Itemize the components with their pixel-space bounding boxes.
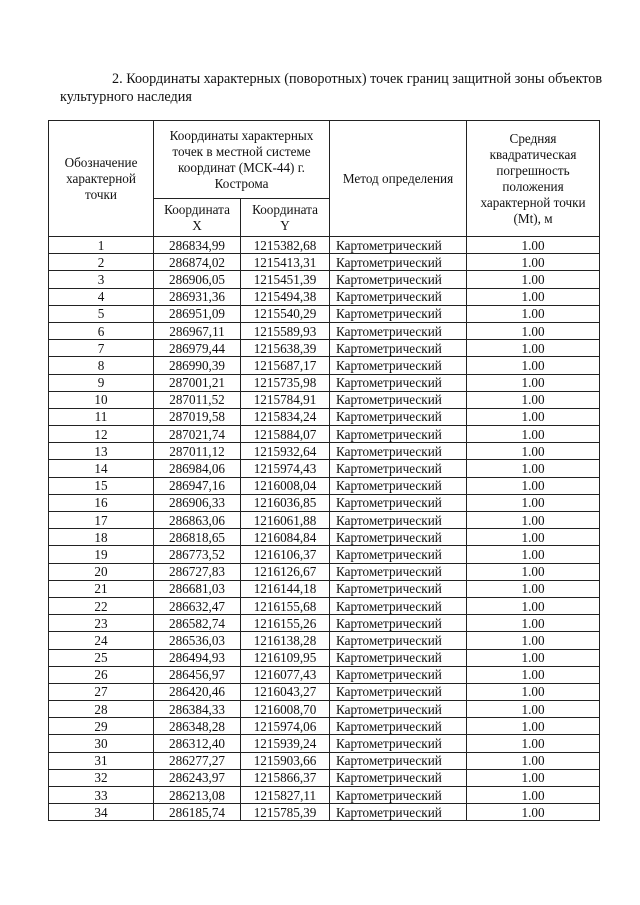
coord-y-cell: 1215932,64 — [241, 443, 330, 460]
coord-y-cell: 1215866,37 — [241, 769, 330, 786]
header-method: Метод определения — [330, 121, 467, 237]
point-number-cell: 29 — [49, 718, 154, 735]
error-cell: 1.00 — [467, 701, 600, 718]
error-cell: 1.00 — [467, 254, 600, 271]
error-cell: 1.00 — [467, 615, 600, 632]
coord-y-cell: 1215540,29 — [241, 305, 330, 322]
error-cell: 1.00 — [467, 237, 600, 254]
error-cell: 1.00 — [467, 546, 600, 563]
point-number-cell: 14 — [49, 460, 154, 477]
error-cell: 1.00 — [467, 769, 600, 786]
point-number-cell: 33 — [49, 787, 154, 804]
method-cell: Картометрический — [330, 443, 467, 460]
point-number-cell: 12 — [49, 426, 154, 443]
table-row — [49, 683, 600, 700]
table-row — [49, 649, 600, 666]
coord-x-cell: 287001,21 — [154, 374, 241, 391]
point-number-cell: 30 — [49, 735, 154, 752]
table-row — [49, 374, 600, 391]
method-cell: Картометрический — [330, 649, 467, 666]
error-cell: 1.00 — [467, 597, 600, 614]
coord-y-cell: 1215785,39 — [241, 804, 330, 821]
error-cell: 1.00 — [467, 735, 600, 752]
coord-y-cell: 1216106,37 — [241, 546, 330, 563]
table-row — [49, 546, 600, 563]
error-cell: 1.00 — [467, 426, 600, 443]
header-coords-group: Координаты характерных точек в местной системе координат (МСК-44) г. Кострома — [154, 121, 330, 199]
coord-x-cell: 286947,16 — [154, 477, 241, 494]
table-row — [49, 426, 600, 443]
method-cell: Картометрический — [330, 460, 467, 477]
table-row — [49, 288, 600, 305]
point-number-cell: 7 — [49, 340, 154, 357]
method-cell: Картометрический — [330, 735, 467, 752]
point-number-cell: 5 — [49, 305, 154, 322]
coord-y-cell: 1215735,98 — [241, 374, 330, 391]
point-number-cell: 34 — [49, 804, 154, 821]
coord-x-cell: 286834,99 — [154, 237, 241, 254]
method-cell: Картометрический — [330, 494, 467, 511]
coord-y-cell: 1216109,95 — [241, 649, 330, 666]
table-row — [49, 305, 600, 322]
point-number-cell: 28 — [49, 701, 154, 718]
method-cell: Картометрический — [330, 426, 467, 443]
coord-x-cell: 286990,39 — [154, 357, 241, 374]
error-cell: 1.00 — [467, 649, 600, 666]
coord-y-cell: 1216155,68 — [241, 597, 330, 614]
table-row — [49, 735, 600, 752]
point-number-cell: 11 — [49, 408, 154, 425]
coord-x-cell: 286979,44 — [154, 340, 241, 357]
method-cell: Картометрический — [330, 632, 467, 649]
point-number-cell: 4 — [49, 288, 154, 305]
table-row — [49, 632, 600, 649]
table-row — [49, 271, 600, 288]
method-cell: Картометрический — [330, 597, 467, 614]
table-row — [49, 615, 600, 632]
coord-y-cell: 1215784,91 — [241, 391, 330, 408]
header-x: Координата X — [154, 199, 241, 237]
coord-y-cell: 1215638,39 — [241, 340, 330, 357]
coord-x-cell: 286632,47 — [154, 597, 241, 614]
error-cell: 1.00 — [467, 683, 600, 700]
coord-x-cell: 286456,97 — [154, 666, 241, 683]
table-row — [49, 357, 600, 374]
point-number-cell: 18 — [49, 529, 154, 546]
table-row — [49, 529, 600, 546]
coord-x-cell: 286384,33 — [154, 701, 241, 718]
coord-y-cell: 1215834,24 — [241, 408, 330, 425]
point-number-cell: 3 — [49, 271, 154, 288]
point-number-cell: 16 — [49, 494, 154, 511]
method-cell: Картометрический — [330, 615, 467, 632]
point-number-cell: 24 — [49, 632, 154, 649]
coord-x-cell: 286818,65 — [154, 529, 241, 546]
coord-x-cell: 286348,28 — [154, 718, 241, 735]
point-number-cell: 32 — [49, 769, 154, 786]
method-cell: Картометрический — [330, 254, 467, 271]
point-number-cell: 2 — [49, 254, 154, 271]
method-cell: Картометрический — [330, 563, 467, 580]
coord-y-cell: 1215413,31 — [241, 254, 330, 271]
table-row — [49, 408, 600, 425]
coord-y-cell: 1215451,39 — [241, 271, 330, 288]
coord-y-cell: 1215884,07 — [241, 426, 330, 443]
error-cell: 1.00 — [467, 787, 600, 804]
error-cell: 1.00 — [467, 666, 600, 683]
table-row — [49, 752, 600, 769]
error-cell: 1.00 — [467, 563, 600, 580]
table-row — [49, 322, 600, 339]
method-cell: Картометрический — [330, 322, 467, 339]
coord-x-cell: 286863,06 — [154, 512, 241, 529]
method-cell: Картометрический — [330, 701, 467, 718]
error-cell: 1.00 — [467, 494, 600, 511]
point-number-cell: 25 — [49, 649, 154, 666]
method-cell: Картометрический — [330, 237, 467, 254]
coord-x-cell: 286906,05 — [154, 271, 241, 288]
error-cell: 1.00 — [467, 357, 600, 374]
coord-y-cell: 1216144,18 — [241, 580, 330, 597]
error-cell: 1.00 — [467, 529, 600, 546]
coord-x-cell: 286931,36 — [154, 288, 241, 305]
method-cell: Картометрический — [330, 340, 467, 357]
coord-y-cell: 1215939,24 — [241, 735, 330, 752]
method-cell: Картометрический — [330, 752, 467, 769]
coord-x-cell: 286681,03 — [154, 580, 241, 597]
error-cell: 1.00 — [467, 752, 600, 769]
coord-x-cell: 286874,02 — [154, 254, 241, 271]
method-cell: Картометрический — [330, 718, 467, 735]
table-body — [49, 237, 600, 821]
error-cell: 1.00 — [467, 632, 600, 649]
point-number-cell: 9 — [49, 374, 154, 391]
table-row — [49, 787, 600, 804]
method-cell: Картометрический — [330, 529, 467, 546]
point-number-cell: 15 — [49, 477, 154, 494]
coord-y-cell: 1216084,84 — [241, 529, 330, 546]
point-number-cell: 13 — [49, 443, 154, 460]
coord-x-cell: 287011,12 — [154, 443, 241, 460]
coord-y-cell: 1215974,06 — [241, 718, 330, 735]
method-cell: Картометрический — [330, 512, 467, 529]
method-cell: Картометрический — [330, 580, 467, 597]
table-row — [49, 494, 600, 511]
point-number-cell: 23 — [49, 615, 154, 632]
coord-y-cell: 1215687,17 — [241, 357, 330, 374]
method-cell: Картометрический — [330, 804, 467, 821]
error-cell: 1.00 — [467, 512, 600, 529]
coord-x-cell: 286951,09 — [154, 305, 241, 322]
error-cell: 1.00 — [467, 443, 600, 460]
coord-x-cell: 286536,03 — [154, 632, 241, 649]
coord-y-cell: 1215827,11 — [241, 787, 330, 804]
error-cell: 1.00 — [467, 718, 600, 735]
point-number-cell: 27 — [49, 683, 154, 700]
header-y: Координата Y — [241, 199, 330, 237]
coord-x-cell: 286727,83 — [154, 563, 241, 580]
coord-x-cell: 286494,93 — [154, 649, 241, 666]
coord-y-cell: 1216138,28 — [241, 632, 330, 649]
coord-y-cell: 1215494,38 — [241, 288, 330, 305]
table-row — [49, 804, 600, 821]
table-header — [49, 121, 600, 237]
method-cell: Картометрический — [330, 271, 467, 288]
error-cell: 1.00 — [467, 391, 600, 408]
header-designation: Обозначение характерной точки — [49, 121, 154, 237]
coord-x-cell: 286420,46 — [154, 683, 241, 700]
coord-x-cell: 286312,40 — [154, 735, 241, 752]
header-error: Средняя квадратическая погрешность положения характерной точки (Mt), м — [467, 121, 600, 237]
table-row — [49, 254, 600, 271]
method-cell: Картометрический — [330, 305, 467, 322]
coordinates-table — [48, 120, 600, 821]
coord-y-cell: 1216036,85 — [241, 494, 330, 511]
table-row — [49, 477, 600, 494]
table-row — [49, 666, 600, 683]
error-cell: 1.00 — [467, 408, 600, 425]
method-cell: Картометрический — [330, 683, 467, 700]
coord-y-cell: 1216043,27 — [241, 683, 330, 700]
error-cell: 1.00 — [467, 305, 600, 322]
method-cell: Картометрический — [330, 357, 467, 374]
table-row — [49, 512, 600, 529]
method-cell: Картометрический — [330, 787, 467, 804]
table-row — [49, 597, 600, 614]
coord-x-cell: 286967,11 — [154, 322, 241, 339]
point-number-cell: 26 — [49, 666, 154, 683]
coord-x-cell: 286213,08 — [154, 787, 241, 804]
table-row — [49, 443, 600, 460]
error-cell: 1.00 — [467, 477, 600, 494]
table-row — [49, 769, 600, 786]
coord-y-cell: 1216008,04 — [241, 477, 330, 494]
method-cell: Картометрический — [330, 546, 467, 563]
coord-x-cell: 286185,74 — [154, 804, 241, 821]
table-row — [49, 580, 600, 597]
error-cell: 1.00 — [467, 322, 600, 339]
error-cell: 1.00 — [467, 374, 600, 391]
method-cell: Картометрический — [330, 769, 467, 786]
coord-y-cell: 1215903,66 — [241, 752, 330, 769]
point-number-cell: 19 — [49, 546, 154, 563]
point-number-cell: 31 — [49, 752, 154, 769]
coord-y-cell: 1215382,68 — [241, 237, 330, 254]
point-number-cell: 6 — [49, 322, 154, 339]
coord-x-cell: 286984,06 — [154, 460, 241, 477]
coord-y-cell: 1215589,93 — [241, 322, 330, 339]
table-row — [49, 340, 600, 357]
point-number-cell: 17 — [49, 512, 154, 529]
method-cell: Картометрический — [330, 391, 467, 408]
error-cell: 1.00 — [467, 804, 600, 821]
coord-y-cell: 1216008,70 — [241, 701, 330, 718]
error-cell: 1.00 — [467, 580, 600, 597]
coord-x-cell: 286906,33 — [154, 494, 241, 511]
coord-x-cell: 287021,74 — [154, 426, 241, 443]
error-cell: 1.00 — [467, 271, 600, 288]
coord-x-cell: 286277,27 — [154, 752, 241, 769]
table-row — [49, 718, 600, 735]
point-number-cell: 21 — [49, 580, 154, 597]
method-cell: Картометрический — [330, 374, 467, 391]
error-cell: 1.00 — [467, 288, 600, 305]
coord-y-cell: 1216155,26 — [241, 615, 330, 632]
point-number-cell: 20 — [49, 563, 154, 580]
coord-y-cell: 1216126,67 — [241, 563, 330, 580]
coord-x-cell: 286243,97 — [154, 769, 241, 786]
table-row — [49, 563, 600, 580]
method-cell: Картометрический — [330, 288, 467, 305]
point-number-cell: 8 — [49, 357, 154, 374]
coord-x-cell: 286773,52 — [154, 546, 241, 563]
method-cell: Картометрический — [330, 666, 467, 683]
table-row — [49, 391, 600, 408]
coord-x-cell: 286582,74 — [154, 615, 241, 632]
coord-y-cell: 1216077,43 — [241, 666, 330, 683]
point-number-cell: 22 — [49, 597, 154, 614]
table-row — [49, 460, 600, 477]
error-cell: 1.00 — [467, 340, 600, 357]
coord-x-cell: 287011,52 — [154, 391, 241, 408]
coord-y-cell: 1216061,88 — [241, 512, 330, 529]
section-heading: 2. Координаты характерных (поворотных) точек границ защитной зоны объектов культурного наследия — [60, 71, 603, 105]
method-cell: Картометрический — [330, 477, 467, 494]
method-cell: Картометрический — [330, 408, 467, 425]
coord-y-cell: 1215974,43 — [241, 460, 330, 477]
table-row — [49, 237, 600, 254]
error-cell: 1.00 — [467, 460, 600, 477]
table-row — [49, 701, 600, 718]
coord-x-cell: 287019,58 — [154, 408, 241, 425]
point-number-cell: 10 — [49, 391, 154, 408]
point-number-cell: 1 — [49, 237, 154, 254]
